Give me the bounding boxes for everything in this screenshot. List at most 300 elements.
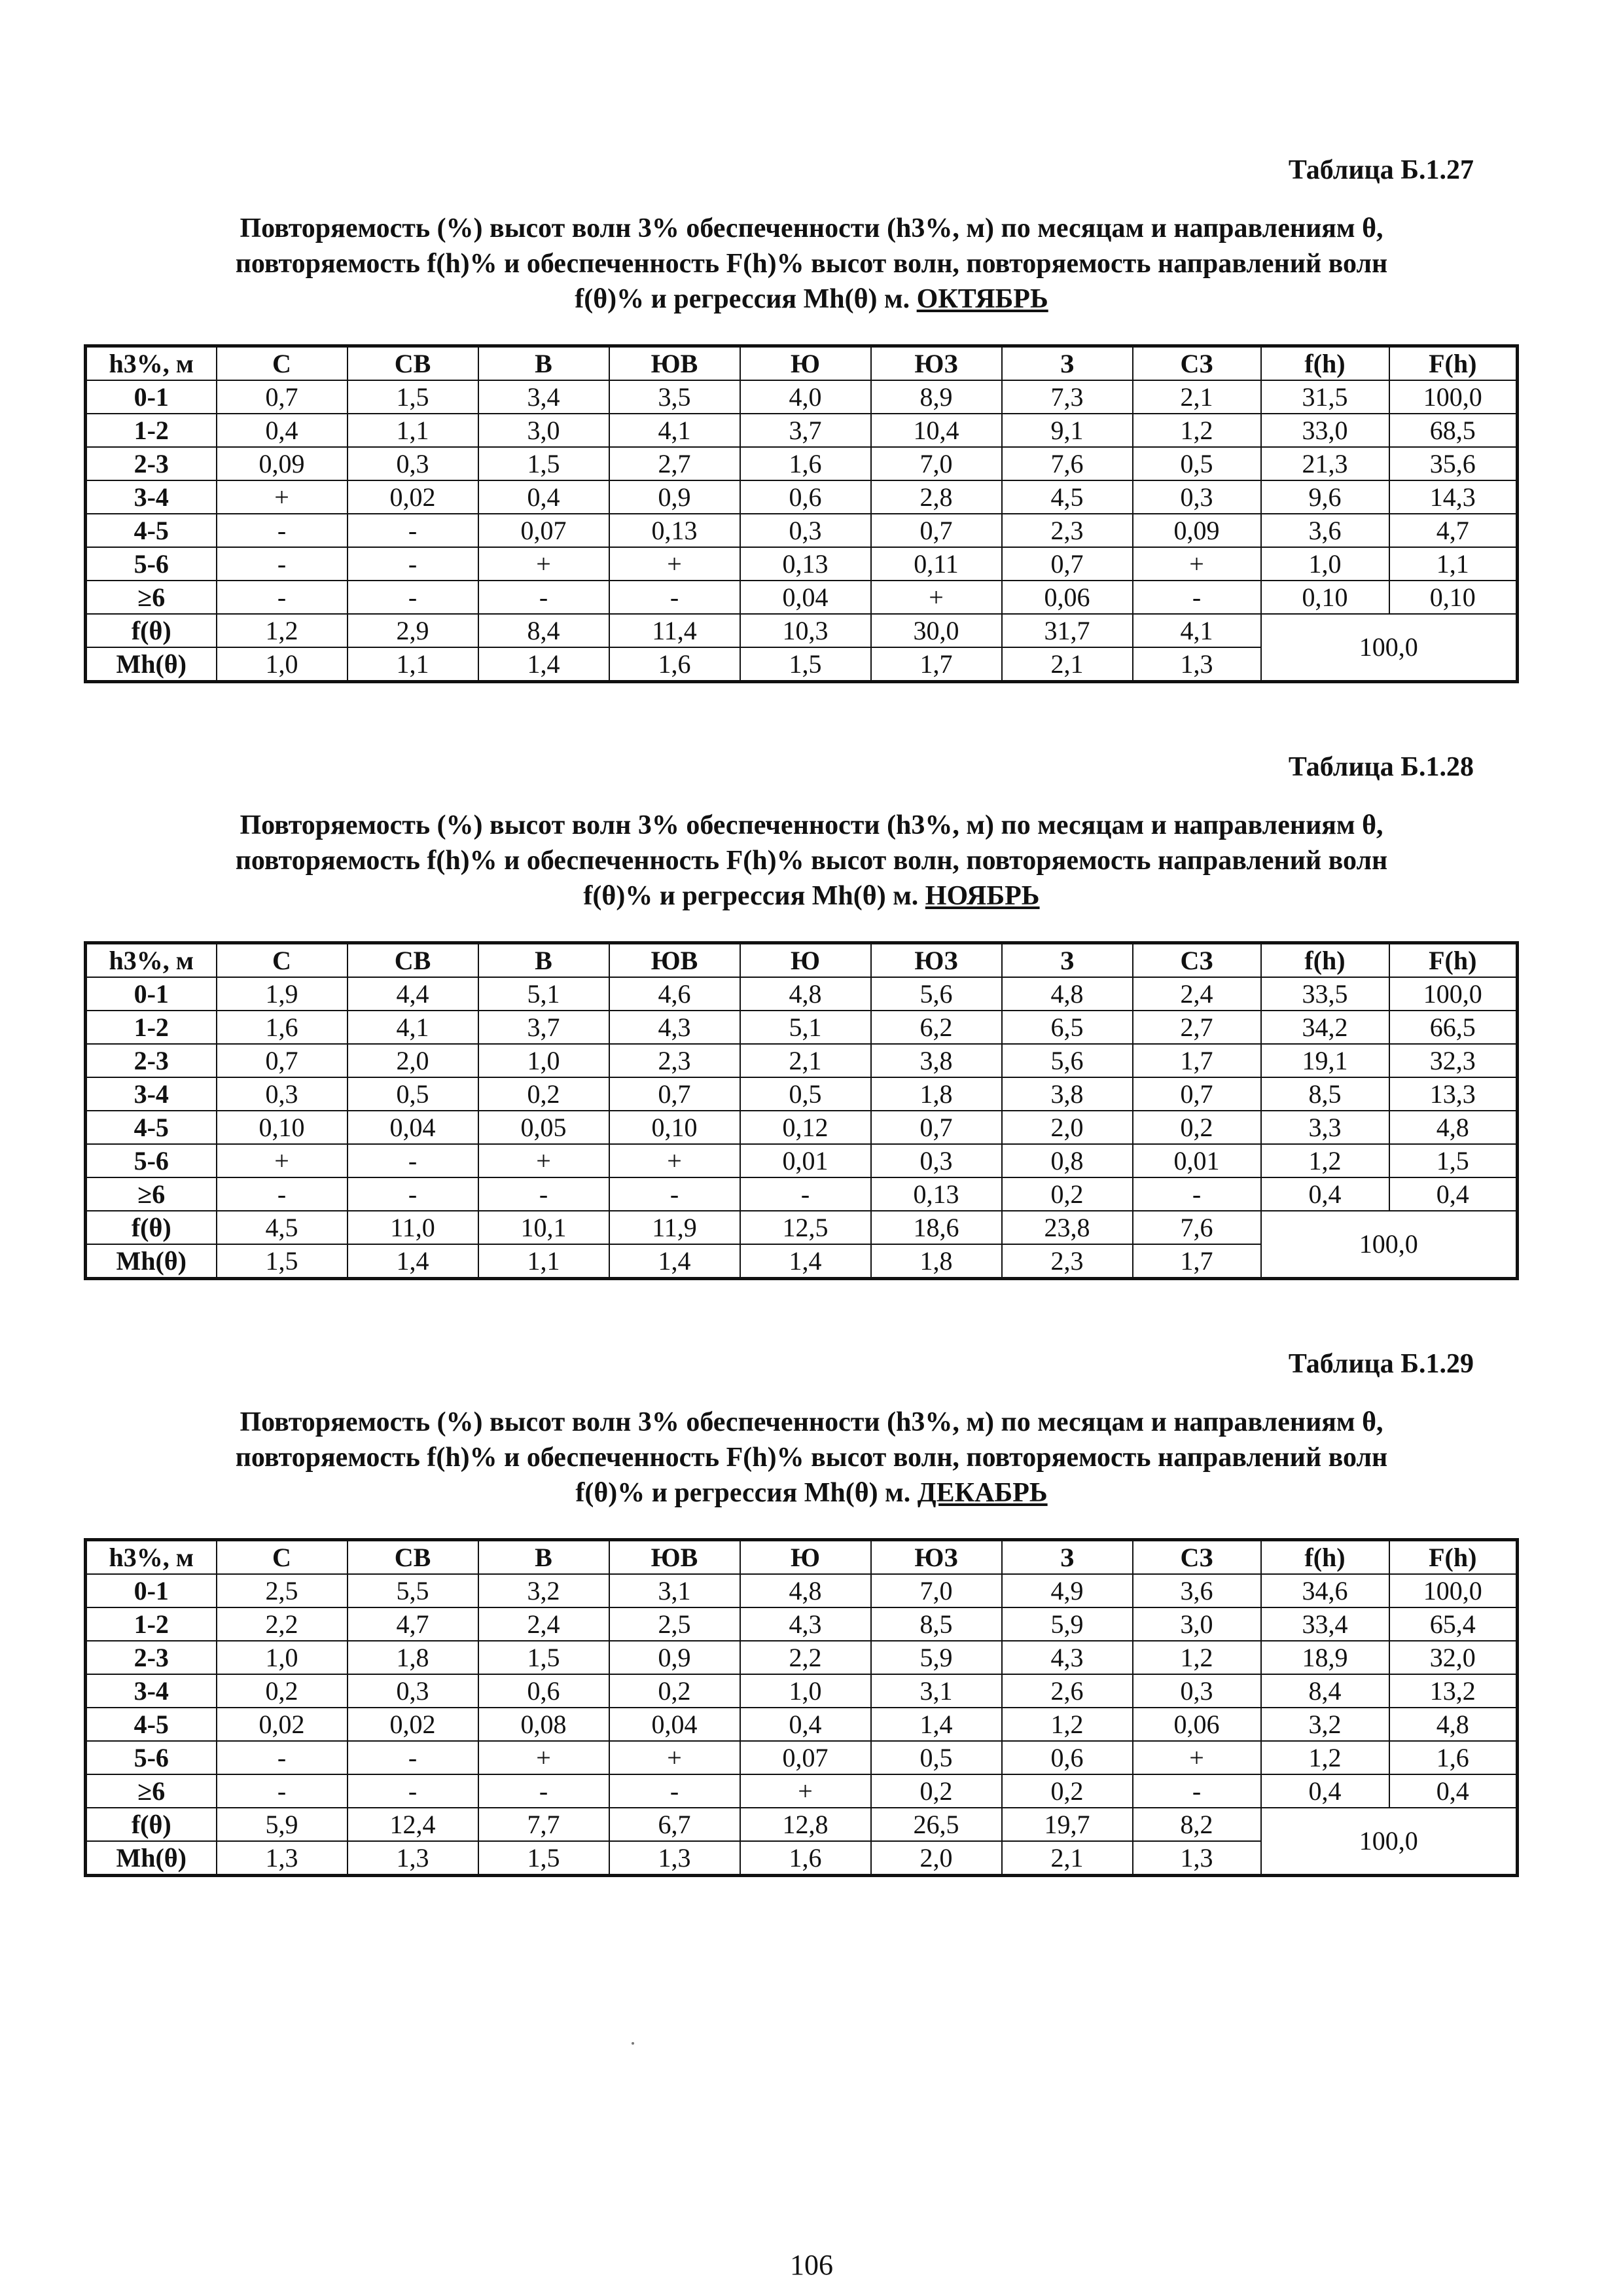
table-cell: - — [1133, 581, 1261, 614]
column-header: С — [217, 346, 348, 381]
table-cell: 4,9 — [1002, 1574, 1133, 1607]
caption-line: Повторяемость (%) высот волн 3% обеспеченности (h3%, м) по месяцам и направлениям θ, — [240, 1407, 1383, 1437]
table-cell: 12,5 — [740, 1211, 871, 1244]
table-cell: 1,3 — [1133, 1841, 1261, 1876]
table-cell: 1,0 — [740, 1674, 871, 1708]
table-cell: 3,0 — [478, 414, 609, 447]
table-cell: - — [1133, 1774, 1261, 1808]
table-cell: 5,5 — [348, 1574, 478, 1607]
table-cell: 0,3 — [1133, 480, 1261, 514]
table-cell: 13,2 — [1389, 1674, 1518, 1708]
table-cell: 4,0 — [740, 380, 871, 414]
row-label: 2-3 — [86, 1641, 217, 1674]
table-cell: 11,0 — [348, 1211, 478, 1244]
table-cell: 18,6 — [871, 1211, 1002, 1244]
total-cell: 100,0 — [1261, 1808, 1518, 1876]
table-cell: 5,9 — [217, 1808, 348, 1841]
column-header: СВ — [348, 1540, 478, 1575]
column-header: ЮВ — [609, 943, 740, 978]
table-cell: + — [217, 480, 348, 514]
table-row — [86, 1741, 1518, 1774]
table-caption — [79, 808, 1544, 914]
table-cell: 7,0 — [871, 447, 1002, 480]
table-cell: 0,3 — [217, 1077, 348, 1111]
table-cell: 2,4 — [1133, 977, 1261, 1011]
table-cell: + — [609, 1741, 740, 1774]
table-cell: 3,2 — [1261, 1708, 1389, 1741]
table-cell: 34,2 — [1261, 1011, 1389, 1044]
column-header: З — [1002, 346, 1133, 381]
table-cell: 0,2 — [1133, 1111, 1261, 1144]
table-cell: 2,1 — [1133, 380, 1261, 414]
table-cell: 0,2 — [871, 1774, 1002, 1808]
table-row — [86, 1607, 1518, 1641]
row-label: Mh(θ) — [86, 1841, 217, 1876]
page-number: 106 — [790, 2249, 833, 2281]
wave-height-table — [84, 344, 1519, 683]
table-cell: 3,6 — [1133, 1574, 1261, 1607]
table-cell: 1,5 — [348, 380, 478, 414]
table-cell: 1,3 — [217, 1841, 348, 1876]
column-header: СЗ — [1133, 346, 1261, 381]
table-cell: 0,5 — [348, 1077, 478, 1111]
table-cell: 1,1 — [348, 414, 478, 447]
caption-prefix: f(θ)% и регрессия Mh(θ) м. — [583, 881, 925, 911]
row-label: 3-4 — [86, 1674, 217, 1708]
table-cell: + — [478, 547, 609, 581]
table-cell: 1,4 — [740, 1244, 871, 1279]
caption-line: повторяемость f(h)% и обеспеченность F(h)% высот волн, повторяемость направлений волн — [235, 249, 1388, 279]
row-label: 1-2 — [86, 414, 217, 447]
table-cell: 11,4 — [609, 614, 740, 647]
table-row — [86, 1574, 1518, 1607]
table-row — [86, 380, 1518, 414]
table-row — [86, 414, 1518, 447]
table-cell: 0,13 — [871, 1177, 1002, 1211]
column-header: Ю — [740, 943, 871, 978]
table-cell: 0,09 — [1133, 514, 1261, 547]
table-cell: 0,4 — [1261, 1177, 1389, 1211]
table-cell: 3,4 — [478, 380, 609, 414]
table-cell: 1,6 — [1389, 1741, 1518, 1774]
table-cell: 0,4 — [740, 1708, 871, 1741]
column-header: f(h) — [1261, 346, 1389, 381]
table-cell: 5,9 — [1002, 1607, 1133, 1641]
table-cell: 31,7 — [1002, 614, 1133, 647]
table-cell: 0,7 — [217, 1044, 348, 1077]
table-cell: 8,5 — [1261, 1077, 1389, 1111]
table-cell: - — [217, 547, 348, 581]
table-cell: 6,5 — [1002, 1011, 1133, 1044]
table-cell: 0,04 — [609, 1708, 740, 1741]
table-cell: 35,6 — [1389, 447, 1518, 480]
table-cell: 0,5 — [740, 1077, 871, 1111]
table-cell: 3,0 — [1133, 1607, 1261, 1641]
table-cell: 0,10 — [1261, 581, 1389, 614]
table-number: Таблица Б.1.29 — [1288, 1349, 1474, 1379]
table-cell: 0,5 — [1133, 447, 1261, 480]
table-cell: 21,3 — [1261, 447, 1389, 480]
table-cell: 4,3 — [740, 1607, 871, 1641]
table-cell: 1,6 — [740, 447, 871, 480]
table-cell: 34,6 — [1261, 1574, 1389, 1607]
table-cell: 4,1 — [609, 414, 740, 447]
table-cell: 1,6 — [740, 1841, 871, 1876]
column-header: В — [478, 943, 609, 978]
table-cell: 7,7 — [478, 1808, 609, 1841]
caption-line: Повторяемость (%) высот волн 3% обеспеченности (h3%, м) по месяцам и направлениям θ, — [240, 810, 1383, 840]
table-cell: 4,5 — [1002, 480, 1133, 514]
table-cell: 3,3 — [1261, 1111, 1389, 1144]
table-cell: 4,3 — [1002, 1641, 1133, 1674]
table-cell: 6,7 — [609, 1808, 740, 1841]
table-cell: 0,7 — [871, 1111, 1002, 1144]
table-cell: 33,4 — [1261, 1607, 1389, 1641]
column-header: F(h) — [1389, 346, 1518, 381]
table-cell: 100,0 — [1389, 380, 1518, 414]
table-cell: 0,02 — [348, 1708, 478, 1741]
column-header: Ю — [740, 346, 871, 381]
total-cell: 100,0 — [1261, 1211, 1518, 1279]
table-cell: 1,4 — [609, 1244, 740, 1279]
table-cell: 2,9 — [348, 614, 478, 647]
table-cell: 8,4 — [1261, 1674, 1389, 1708]
table-cell: 1,0 — [217, 647, 348, 682]
table-cell: 13,3 — [1389, 1077, 1518, 1111]
column-header: СВ — [348, 346, 478, 381]
table-cell: 2,0 — [1002, 1111, 1133, 1144]
caption-line: повторяемость f(h)% и обеспеченность F(h)% высот волн, повторяемость направлений волн — [235, 846, 1388, 876]
table-row — [86, 1077, 1518, 1111]
column-header: f(h) — [1261, 1540, 1389, 1575]
table-cell: 0,11 — [871, 547, 1002, 581]
table-cell: - — [478, 1774, 609, 1808]
row-label: f(θ) — [86, 1211, 217, 1244]
table-cell: 5,6 — [871, 977, 1002, 1011]
table-cell: 4,8 — [1002, 977, 1133, 1011]
table-cell: 0,01 — [740, 1144, 871, 1177]
table-cell: 0,3 — [871, 1144, 1002, 1177]
row-label: ≥6 — [86, 1774, 217, 1808]
table-cell: 0,2 — [217, 1674, 348, 1708]
table-cell: - — [1133, 1177, 1261, 1211]
table-cell: 0,6 — [1002, 1741, 1133, 1774]
table-cell: 9,1 — [1002, 414, 1133, 447]
table-cell: 0,10 — [1389, 581, 1518, 614]
table-cell: 0,12 — [740, 1111, 871, 1144]
row-label: ≥6 — [86, 1177, 217, 1211]
table-cell: 10,3 — [740, 614, 871, 647]
table-cell: 4,1 — [1133, 614, 1261, 647]
column-header: h3%, м — [86, 1540, 217, 1575]
month-name: ОКТЯБРЬ — [916, 284, 1048, 314]
table-cell: 8,9 — [871, 380, 1002, 414]
table-row — [86, 1641, 1518, 1674]
table-cell: 7,3 — [1002, 380, 1133, 414]
table-cell: 2,4 — [478, 1607, 609, 1641]
row-label: 5-6 — [86, 547, 217, 581]
column-header: С — [217, 943, 348, 978]
table-row — [86, 547, 1518, 581]
table-cell: - — [348, 514, 478, 547]
table-cell: 11,9 — [609, 1211, 740, 1244]
table-cell: 3,1 — [871, 1674, 1002, 1708]
table-cell: - — [740, 1177, 871, 1211]
table-cell: 0,7 — [217, 380, 348, 414]
column-header: В — [478, 1540, 609, 1575]
table-cell: 26,5 — [871, 1808, 1002, 1841]
table-cell: 2,2 — [740, 1641, 871, 1674]
table-cell: + — [740, 1774, 871, 1808]
table-row — [86, 1011, 1518, 1044]
row-label: Mh(θ) — [86, 1244, 217, 1279]
column-header: F(h) — [1389, 1540, 1518, 1575]
table-cell: 4,3 — [609, 1011, 740, 1044]
table-cell: 32,3 — [1389, 1044, 1518, 1077]
table-cell: 1,7 — [871, 647, 1002, 682]
table-cell: 0,3 — [740, 514, 871, 547]
row-label: 4-5 — [86, 1111, 217, 1144]
table-cell: - — [609, 581, 740, 614]
wave-height-table — [84, 1538, 1519, 1877]
row-label: 3-4 — [86, 480, 217, 514]
column-header: С — [217, 1540, 348, 1575]
table-cell: 4,5 — [217, 1211, 348, 1244]
table-cell: 2,5 — [609, 1607, 740, 1641]
caption-line: Повторяемость (%) высот волн 3% обеспеченности (h3%, м) по месяцам и направлениям θ, — [240, 213, 1383, 243]
table-cell: - — [609, 1774, 740, 1808]
table-cell: 0,4 — [1389, 1177, 1518, 1211]
table-cell: 10,1 — [478, 1211, 609, 1244]
table-cell: 2,2 — [217, 1607, 348, 1641]
table-cell: 1,9 — [217, 977, 348, 1011]
column-header: h3%, м — [86, 943, 217, 978]
table-cell: 1,3 — [1133, 647, 1261, 682]
table-cell: - — [217, 581, 348, 614]
table-cell: 1,3 — [348, 1841, 478, 1876]
table-cell: 2,3 — [1002, 514, 1133, 547]
table-cell: 12,8 — [740, 1808, 871, 1841]
table-cell: 7,6 — [1133, 1211, 1261, 1244]
table-cell: 1,5 — [478, 1841, 609, 1876]
table-cell: 1,1 — [348, 647, 478, 682]
column-header: ЮЗ — [871, 346, 1002, 381]
table-cell: 68,5 — [1389, 414, 1518, 447]
table-cell: + — [217, 1144, 348, 1177]
column-header: f(h) — [1261, 943, 1389, 978]
table-row — [86, 1111, 1518, 1144]
table-row — [86, 1708, 1518, 1741]
table-cell: 0,4 — [1261, 1774, 1389, 1808]
table-cell: 2,3 — [1002, 1244, 1133, 1279]
table-cell: 33,5 — [1261, 977, 1389, 1011]
table-cell: 0,07 — [478, 514, 609, 547]
table-row — [86, 514, 1518, 547]
table-cell: 1,3 — [609, 1841, 740, 1876]
table-cell: 0,6 — [478, 1674, 609, 1708]
table-cell: 19,7 — [1002, 1808, 1133, 1841]
table-cell: 4,8 — [740, 1574, 871, 1607]
month-name: НОЯБРЬ — [925, 881, 1040, 911]
table-cell: 19,1 — [1261, 1044, 1389, 1077]
row-label: 5-6 — [86, 1741, 217, 1774]
table-cell: 8,5 — [871, 1607, 1002, 1641]
column-header: СЗ — [1133, 943, 1261, 978]
table-cell: 0,3 — [348, 447, 478, 480]
table-cell: 3,2 — [478, 1574, 609, 1607]
table-cell: 1,2 — [1261, 1144, 1389, 1177]
table-cell: 1,2 — [1133, 1641, 1261, 1674]
table-cell: 12,4 — [348, 1808, 478, 1841]
caption-line: повторяемость f(h)% и обеспеченность F(h)% высот волн, повторяемость направлений волн — [235, 1443, 1388, 1473]
row-label: 2-3 — [86, 1044, 217, 1077]
table-cell: 0,9 — [609, 1641, 740, 1674]
table-cell: 0,5 — [871, 1741, 1002, 1774]
table-cell: 0,02 — [348, 480, 478, 514]
table-cell: 0,2 — [478, 1077, 609, 1111]
table-cell: 2,6 — [1002, 1674, 1133, 1708]
table-cell: 1,8 — [348, 1641, 478, 1674]
column-header: F(h) — [1389, 943, 1518, 978]
column-header: ЮЗ — [871, 1540, 1002, 1575]
table-cell: 0,13 — [740, 547, 871, 581]
table-cell: 0,4 — [478, 480, 609, 514]
table-cell: 0,08 — [478, 1708, 609, 1741]
scan-speck — [632, 2042, 634, 2045]
table-cell: - — [348, 1144, 478, 1177]
table-cell: 1,4 — [871, 1708, 1002, 1741]
table-cell: - — [348, 1177, 478, 1211]
table-cell: - — [217, 1774, 348, 1808]
table-row — [86, 1774, 1518, 1808]
row-label: 0-1 — [86, 380, 217, 414]
table-cell: 0,7 — [609, 1077, 740, 1111]
table-cell: 1,1 — [1389, 547, 1518, 581]
table-cell: 3,5 — [609, 380, 740, 414]
column-header: Ю — [740, 1540, 871, 1575]
row-label: 2-3 — [86, 447, 217, 480]
table-cell: 4,7 — [1389, 514, 1518, 547]
table-cell: 1,2 — [1002, 1708, 1133, 1741]
caption-prefix: f(θ)% и регрессия Mh(θ) м. — [575, 284, 917, 314]
row-label: 1-2 — [86, 1607, 217, 1641]
table-cell: 9,6 — [1261, 480, 1389, 514]
table-cell: 0,2 — [609, 1674, 740, 1708]
table-cell: 1,0 — [1261, 547, 1389, 581]
table-cell: 1,6 — [609, 647, 740, 682]
table-cell: 0,05 — [478, 1111, 609, 1144]
table-cell: 2,0 — [348, 1044, 478, 1077]
table-cell: 0,10 — [217, 1111, 348, 1144]
table-cell: 3,8 — [871, 1044, 1002, 1077]
column-header: ЮВ — [609, 1540, 740, 1575]
table-cell: 100,0 — [1389, 1574, 1518, 1607]
table-cell: - — [348, 1774, 478, 1808]
table-cell: 2,3 — [609, 1044, 740, 1077]
table-cell: 65,4 — [1389, 1607, 1518, 1641]
table-caption — [79, 211, 1544, 317]
row-label: 4-5 — [86, 514, 217, 547]
table-cell: - — [478, 581, 609, 614]
row-label: Mh(θ) — [86, 647, 217, 682]
table-cell: 0,7 — [1002, 547, 1133, 581]
table-cell: 1,8 — [871, 1077, 1002, 1111]
table-cell: 7,0 — [871, 1574, 1002, 1607]
table-header-row — [86, 346, 1518, 381]
table-cell: + — [478, 1741, 609, 1774]
table-cell: 0,07 — [740, 1741, 871, 1774]
table-cell: 0,2 — [1002, 1774, 1133, 1808]
table-cell: 3,7 — [478, 1011, 609, 1044]
table-caption — [79, 1405, 1544, 1511]
table-cell: 0,09 — [217, 447, 348, 480]
table-row — [86, 1144, 1518, 1177]
table-cell: 1,4 — [348, 1244, 478, 1279]
table-cell: 1,7 — [1133, 1044, 1261, 1077]
table-cell: 1,4 — [478, 647, 609, 682]
row-label: f(θ) — [86, 614, 217, 647]
caption-line — [79, 1475, 1544, 1511]
table-cell: 2,1 — [1002, 647, 1133, 682]
table-cell: 1,7 — [1133, 1244, 1261, 1279]
column-header: СЗ — [1133, 1540, 1261, 1575]
table-cell: 2,7 — [1133, 1011, 1261, 1044]
row-label: ≥6 — [86, 581, 217, 614]
row-label: 0-1 — [86, 1574, 217, 1607]
table-cell: 0,04 — [740, 581, 871, 614]
column-header: З — [1002, 943, 1133, 978]
table-row — [86, 581, 1518, 614]
row-label: 4-5 — [86, 1708, 217, 1741]
table-cell: 8,2 — [1133, 1808, 1261, 1841]
table-cell: - — [348, 1741, 478, 1774]
table-cell: 4,7 — [348, 1607, 478, 1641]
table-cell: 1,5 — [740, 647, 871, 682]
table-cell: 4,8 — [1389, 1111, 1518, 1144]
table-header-row — [86, 943, 1518, 978]
table-cell: 1,2 — [1133, 414, 1261, 447]
total-cell: 100,0 — [1261, 614, 1518, 682]
table-cell: 2,7 — [609, 447, 740, 480]
table-cell: 3,6 — [1261, 514, 1389, 547]
table-cell: 2,1 — [740, 1044, 871, 1077]
table-cell: - — [478, 1177, 609, 1211]
table-cell: 1,5 — [1389, 1144, 1518, 1177]
table-cell: 0,8 — [1002, 1144, 1133, 1177]
table-cell: 3,8 — [1002, 1077, 1133, 1111]
table-cell: + — [478, 1144, 609, 1177]
table-cell: 0,04 — [348, 1111, 478, 1144]
table-row — [86, 977, 1518, 1011]
table-row — [86, 1674, 1518, 1708]
column-header: З — [1002, 1540, 1133, 1575]
table-cell: + — [1133, 547, 1261, 581]
table-cell: 1,0 — [217, 1641, 348, 1674]
table-cell: 0,9 — [609, 480, 740, 514]
table-cell: 66,5 — [1389, 1011, 1518, 1044]
table-cell: 0,7 — [1133, 1077, 1261, 1111]
table-cell: 33,0 — [1261, 414, 1389, 447]
column-header: В — [478, 346, 609, 381]
row-label: 5-6 — [86, 1144, 217, 1177]
table-cell: 2,1 — [1002, 1841, 1133, 1876]
table-cell: 100,0 — [1389, 977, 1518, 1011]
table-cell: 0,10 — [609, 1111, 740, 1144]
table-cell: 0,6 — [740, 480, 871, 514]
table-cell: 1,5 — [478, 1641, 609, 1674]
caption-line — [79, 878, 1544, 914]
table-cell: 31,5 — [1261, 380, 1389, 414]
